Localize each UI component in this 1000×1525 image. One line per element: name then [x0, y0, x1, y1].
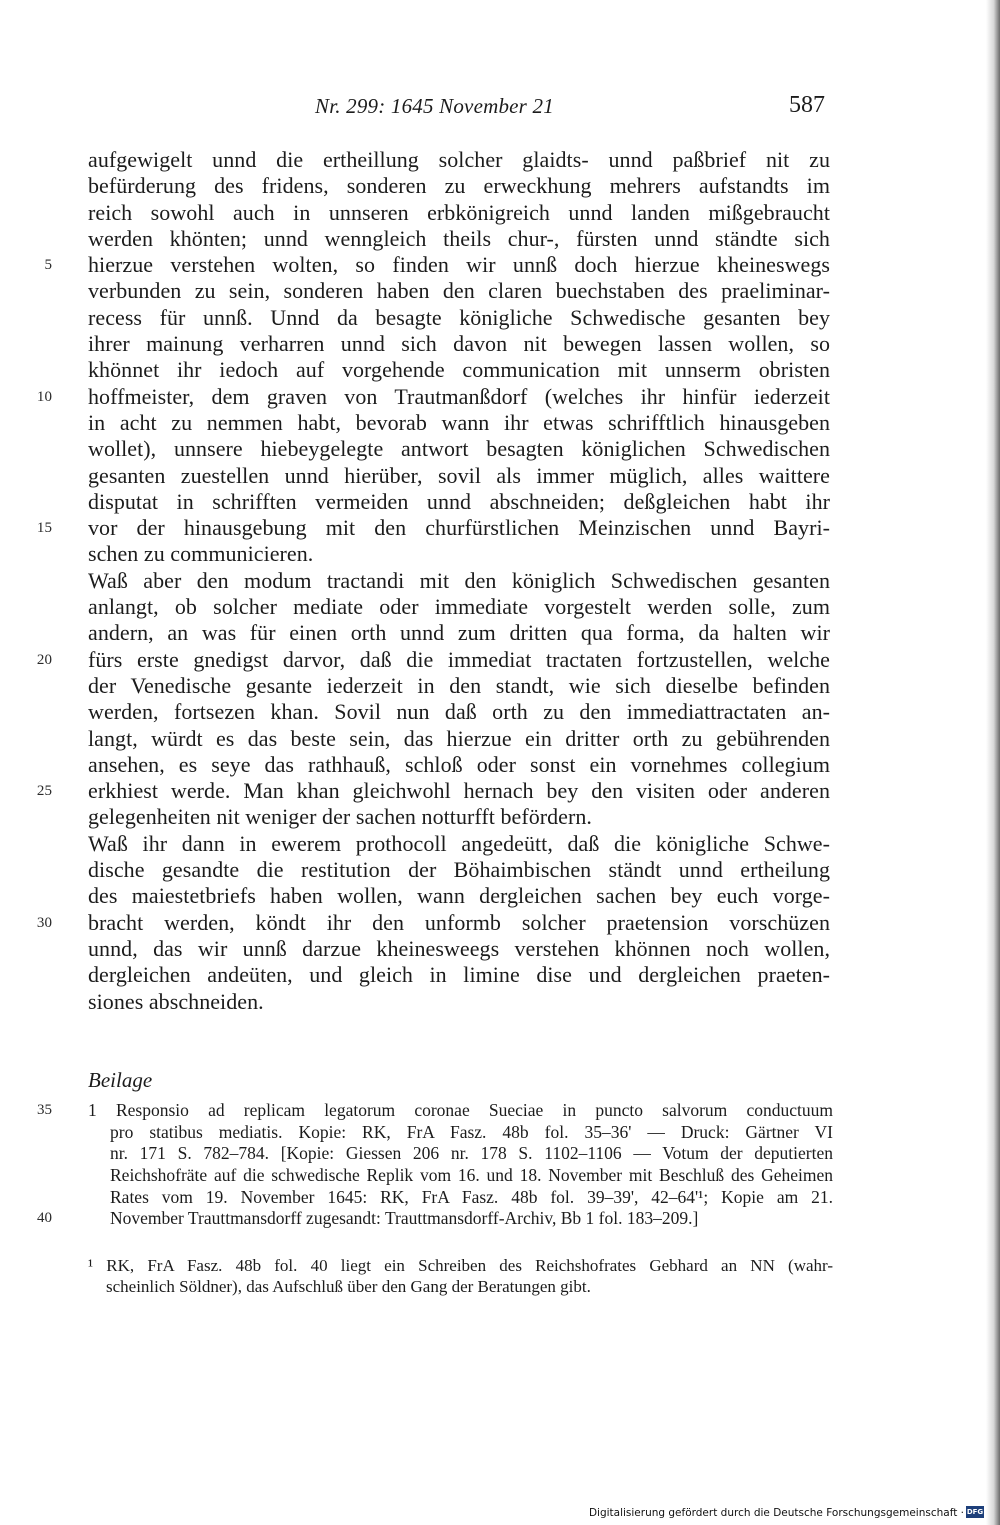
- body-text-line-text: ihrer mainung verharren unnd sich davon nit bewegen lassen wollen, so: [88, 331, 830, 357]
- body-text-line-text: in acht zu nemmen habt, bevorab wann ihr etwas schrifftlich hinausgeben: [88, 409, 830, 435]
- apparatus-line-text: Rates vom 19. November 1645: RK, FrA Fasz. 48b fol. 39–39', 42–64'¹; Kopie am 21.: [110, 1186, 833, 1207]
- scan-edge-shadow: [986, 0, 1000, 1525]
- body-text-line-text: werden khönten; unnd wenngleich theils chur-, fürsten unnd ständte sich: [88, 225, 830, 251]
- body-text-line-text: bracht werden, köndt ihr den unformb solcher praetension vorschüzen: [88, 909, 830, 935]
- body-text-line: [88, 989, 830, 1015]
- body-text-line-text: der Venedische gesante iederzeit in den standt, wie sich dieselbe befinden: [88, 672, 830, 698]
- body-text-line: [88, 752, 830, 778]
- apparatus-line: [88, 1187, 833, 1209]
- body-text-line: [88, 278, 830, 304]
- body-text-line: [88, 331, 830, 357]
- apparatus-line-text: 1 Responsio ad replicam legatorum coronae Sueciae in puncto salvorum conductuum: [88, 1100, 833, 1120]
- running-title: Nr. 299: 1645 November 21: [315, 94, 554, 118]
- footnote-line: [88, 1255, 833, 1276]
- body-text-line-text: wollet), unnsere hiebeygelegte antwort besagten königlichen Schwedischen: [88, 436, 830, 462]
- body-text-line-text: aufgewigelt unnd die ertheillung solcher glaidts- unnd paßbrief nit zu: [88, 147, 830, 172]
- apparatus-line-text: nr. 171 S. 782–784. [Kopie: Giessen 206 nr. 178 S. 1102–1106 — Votum der deputierten: [110, 1143, 833, 1164]
- body-text-line: [88, 541, 830, 567]
- body-text-line: [36, 383, 830, 410]
- body-text-line: [88, 831, 830, 857]
- body-text-line: [88, 147, 830, 173]
- line-number: 30: [36, 914, 52, 931]
- digitization-credit: Digitalisierung gefördert durch die Deutsche Forschungsgemeinschaft ·: [588, 1507, 964, 1519]
- body-text-line-text: des maiestetbriefs haben wollen, wann dergleichen sachen bey euch vorge-: [88, 883, 830, 909]
- apparatus-line: [37, 1208, 833, 1230]
- apparatus-line: [88, 1143, 833, 1165]
- body-text-line: [88, 883, 830, 909]
- body-text-line-text: vor der hinausgebung mit den churfürstlichen Meinzischen unnd Bayri-: [88, 515, 830, 541]
- body-text-line: [88, 305, 830, 331]
- body-text-line-text: unnd, das wir unnß darzue kheinesweegs verstehen khönnen noch wollen,: [88, 935, 830, 961]
- body-text-line: [88, 726, 830, 752]
- body-text-line-text: siones abschneiden.: [88, 988, 264, 1014]
- footnote-line-text: scheinlich Söldner), das Aufschluß über den Gang der Beratungen gibt.: [106, 1277, 591, 1296]
- body-text-line-text: Waß ihr dann in ewerem prothocoll angedeütt, daß die königliche Schwe-: [88, 830, 830, 856]
- dfg-logo: DFG: [966, 1508, 984, 1516]
- body-text-line-text: disputat in schrifften vermeiden unnd abschneiden; deßgleichen habt ihr: [88, 488, 830, 514]
- apparatus-line-text: November Trauttmansdorff zugesandt: Trauttmansdorff-Archiv, Bb 1 fol. 183–209.]: [110, 1208, 699, 1229]
- line-number: 40: [37, 1210, 52, 1227]
- apparatus-line-text: pro statibus mediatis. Kopie: RK, FrA Fasz. 48b fol. 35–36' — Druck: Gärtner VI: [110, 1121, 833, 1142]
- body-text-line-text: verbunden zu sein, sonderen haben den claren buechstaben des praeliminar-: [88, 278, 830, 304]
- body-text-line-text: andern, an was für einen orth unnd zum dritten qua forma, da halten wir: [88, 620, 830, 646]
- body-text-line-text: gesanten zuestellen unnd hierüber, sovil als immer müglich, alles waittere: [88, 462, 830, 488]
- body-text-line: [36, 646, 830, 673]
- body-text-line: [88, 489, 830, 515]
- body-text-line: [88, 410, 830, 436]
- body-text-line-text: recess für unnß. Unnd da besagte königliche Schwedische gesanten bey: [88, 304, 830, 330]
- body-text-line: [88, 673, 830, 699]
- body-text-line: [88, 620, 830, 646]
- main-text: [36, 147, 830, 1015]
- line-number: 10: [36, 388, 52, 405]
- body-text-line-text: langt, würdt es das beste sein, das hierzue ein dritter orth zu gebührenden: [88, 725, 830, 751]
- line-number: 15: [36, 520, 52, 537]
- body-text-line-text: gelegenheiten nit weniger der sachen notturfft befördern.: [88, 804, 592, 830]
- beilage-heading: Beilage: [88, 1068, 153, 1092]
- apparatus-line-text: Reichshofräte auf die schwedische Replik vom 16. und 18. November mit Beschluß des Geheimen: [110, 1165, 833, 1186]
- body-text-line-text: dische gesandte die restitution der Böhaimbischen ständt unnd ertheilung: [88, 857, 830, 883]
- body-text-line: [88, 200, 830, 226]
- body-text-line: [36, 515, 830, 541]
- footnote-line: [88, 1276, 833, 1297]
- body-text-line-text: hoffmeister, dem graven von Trautmanßdorf (welches ihr hinfür iederzeit: [88, 383, 830, 409]
- body-text-line: [88, 936, 830, 962]
- body-text-line-text: Waß aber den modum tractandi mit den königlich Schwedischen gesanten: [88, 567, 830, 593]
- line-number: 25: [36, 783, 52, 800]
- body-text-line-text: befürderung des fridens, sonderen zu erweckhung mehrers aufstandts im: [88, 173, 830, 199]
- line-number: 35: [37, 1102, 52, 1118]
- body-text-line: [88, 173, 830, 199]
- beilage-apparatus: [37, 1100, 833, 1230]
- apparatus-line: [37, 1100, 833, 1122]
- body-text-line: [88, 568, 830, 594]
- body-text-line: [88, 962, 830, 988]
- body-text-line-text: khönnet ihr iedoch auf vorgehende communication mit unnserm obristen: [88, 357, 830, 383]
- body-text-line-text: anlangt, ob solcher mediate oder immediate vorgestelt werden solle, zum: [88, 594, 830, 620]
- body-text-line-text: fürs erste gnedigst darvor, daß die immediat tractaten fortzustellen, welche: [88, 646, 830, 672]
- body-text-line: [88, 857, 830, 883]
- body-text-line: [44, 252, 830, 278]
- body-text-line: [36, 909, 830, 936]
- body-text-line-text: schen zu communicieren.: [88, 541, 314, 567]
- line-number: 20: [36, 651, 52, 668]
- body-text-line-text: ansehen, es seye das rathhauß, schloß oder sonst ein vornehmes collegium: [88, 751, 830, 777]
- line-number: 5: [44, 257, 52, 274]
- footnote: [88, 1255, 833, 1297]
- body-text-line: [88, 357, 830, 383]
- footnote-line-text: ¹ RK, FrA Fasz. 48b fol. 40 liegt ein Schreiben des Reichshofrates Gebhard an NN (wahr-: [88, 1256, 833, 1275]
- body-text-line: [88, 226, 830, 252]
- body-text-line-text: erkhiest werde. Man khan gleichwohl hernach bey den visiten oder anderen: [88, 778, 830, 804]
- body-text-line: [88, 804, 830, 830]
- apparatus-line: [88, 1122, 833, 1144]
- body-text-line: [36, 778, 830, 804]
- page-number: 587: [789, 92, 825, 118]
- body-text-line: [88, 436, 830, 462]
- body-text-line: [88, 699, 830, 725]
- body-text-line-text: reich sowohl auch in unnseren erbkönigreich unnd landen mißgebraucht: [88, 199, 830, 225]
- body-text-line-text: werden, fortsezen khan. Sovil nun daß orth zu den immediattractaten an-: [88, 699, 830, 725]
- body-text-line: [88, 594, 830, 620]
- page-header: [315, 92, 825, 126]
- body-text-line-text: hierzue verstehen wolten, so finden wir unnß doch hierzue kheineswegs: [88, 252, 830, 278]
- apparatus-line: [88, 1165, 833, 1187]
- body-text-line-text: dergleichen andeüten, und gleich in limine dise und dergleichen praeten-: [88, 962, 830, 988]
- body-text-line: [88, 463, 830, 489]
